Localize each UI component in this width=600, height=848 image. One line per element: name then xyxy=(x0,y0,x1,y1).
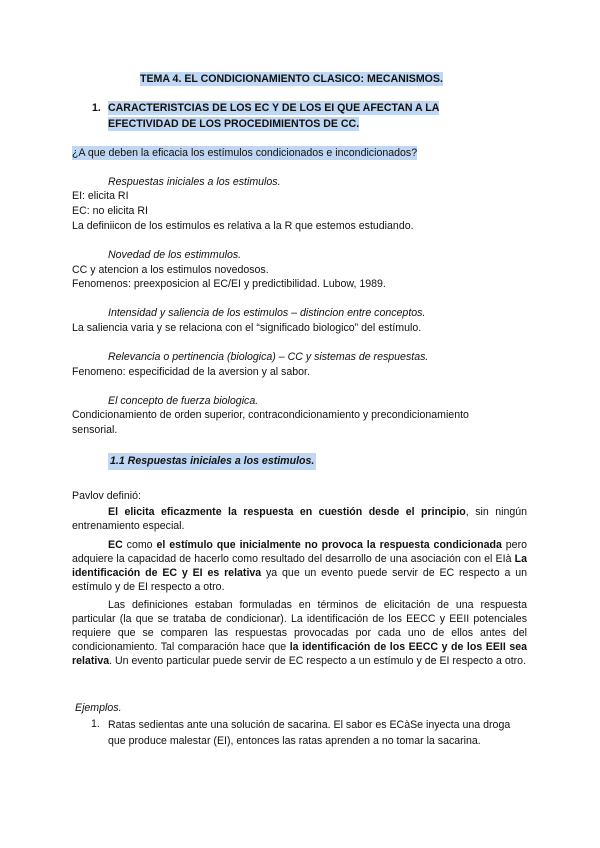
topic-line: CC y atencion a los estimulos novedosos. xyxy=(72,264,269,276)
definitions-text: Las definiciones estaban formuladas en términos de elicitación de una respuesta particular (la que se trataba de condicionar). La identificación de los EECC y EEII potenciales requiere que se comparen las respuestas provocadas por cada uno de ellos antes del condicionamiento. Tal comparación hace que xyxy=(72,599,527,653)
pavlov-intro: Pavlov definió: xyxy=(72,490,141,502)
section-1-heading-line2: EFECTIVIDAD DE LOS PROCEDIMIENTOS DE CC. xyxy=(108,118,360,130)
example-number: 1. xyxy=(91,718,100,730)
ec-term: EC xyxy=(108,539,123,551)
section-1-number: 1. xyxy=(92,102,101,114)
topic-line: sensorial. xyxy=(72,424,118,436)
definition-ec-paragraph xyxy=(72,538,527,594)
question-line: ¿A que deben la eficacia los estímulos condicionados e incondicionados? xyxy=(72,147,418,159)
definitions-paragraph xyxy=(72,598,527,668)
topic-heading: Respuestas iniciales a los estimulos. xyxy=(108,176,281,188)
example-text: Ratas sedientas ante una solución de sacarina. El sabor es ECàSe inyecta una droga que produce malestar (EI), entonces las ratas aprenden a no tomar la sacarina. xyxy=(108,719,511,747)
topic-line: Fenomenos: preexposicion al EC/EI y predictibilidad. Lubow, 1989. xyxy=(72,278,386,290)
section-1-heading-line1: CARACTERISTCIAS DE LOS EC Y DE LOS EI QUE AFECTAN A LA xyxy=(108,102,440,114)
topic-heading: Novedad de los estimmulos. xyxy=(108,249,242,261)
ec-text: pero adquiere la capacidad de hacerlo como resultado del desarrollo de una asociación con el EIà xyxy=(72,539,527,565)
topic-heading: Intensidad y saliencia de los estimulos – distincion entre conceptos. xyxy=(108,307,426,319)
ec-definition-bold: el estímulo que inicialmente no provoca la respuesta condicionada xyxy=(156,539,502,551)
examples-heading: Ejemplos. xyxy=(75,702,122,714)
relative-identification-bold: La identificación de EC y EI es relativa xyxy=(72,553,527,579)
ec-text: como xyxy=(122,539,157,551)
page-title: TEMA 4. EL CONDICIONAMIENTO CLASICO: MECANISMOS. xyxy=(140,73,443,85)
topic-line: La definiicon de los estimulos es relativa a la R que estemos estudiando. xyxy=(72,220,414,232)
topic-heading: Relevancia o pertinencia (biologica) – CC y sistemas de respuestas. xyxy=(108,351,429,363)
topic-line: Fenomeno: especificidad de la aversion y al sabor. xyxy=(72,366,310,378)
subsection-heading: 1.1 Respuestas iniciales a los estimulos. xyxy=(108,453,316,470)
topic-heading: El concepto de fuerza biologica. xyxy=(108,395,259,407)
topic-line: La saliencia varia y se relaciona con el “significado biologico” del estímulo. xyxy=(72,322,422,334)
topic-line: EI: elicita RI xyxy=(72,190,129,202)
ec-text: ya que un evento puede servir de EC respecto a un estímulo y de EI respecto a otro. xyxy=(72,567,527,593)
topic-line: EC: no elicita RI xyxy=(72,205,148,217)
definitions-text: . Un evento particular puede servir de EC respecto a un estímulo y de EI respecto a otro. xyxy=(109,655,527,667)
definition-ei-bold: El elicita eficazmente la respuesta en cuestión desde el principio xyxy=(108,506,466,518)
definition-ei-paragraph xyxy=(72,505,527,533)
definition-ei-text: , sin ningún entrenamiento especial. xyxy=(72,506,528,532)
relative-identification-bold: la identificación de los EECC y de los EEII sea relativa xyxy=(72,641,527,667)
topic-line: Condicionamiento de orden superior, contracondicionamiento y precondicionamiento xyxy=(72,409,469,421)
